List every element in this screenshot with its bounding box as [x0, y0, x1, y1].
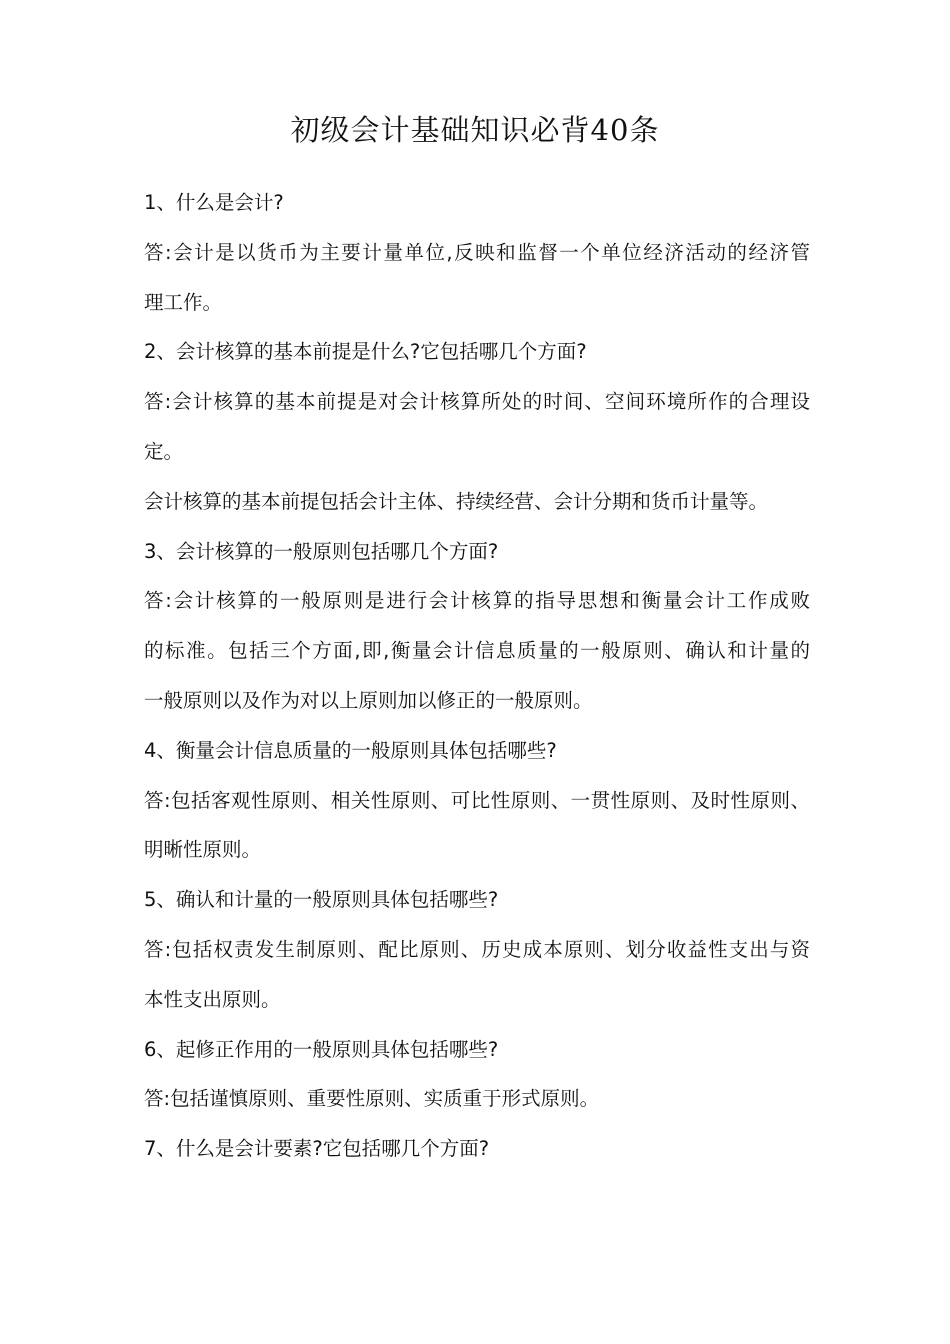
answer-line: 答:包括客观性原则、相关性原则、可比性原则、一贯性原则、及时性原则、	[144, 788, 810, 812]
answer-line: 理工作。	[144, 290, 223, 314]
question-line: 3、会计核算的一般原则包括哪几个方面?	[144, 539, 499, 563]
answer-line: 会计核算的基本前提包括会计主体、持续经营、会计分期和货币计量等。	[144, 489, 769, 513]
answer-line: 答:包括权责发生制原则、配比原则、历史成本原则、划分收益性支出与资	[144, 937, 810, 961]
answer-line: 答:会计核算的基本前提是对会计核算所处的时间、空间环境所作的合理设	[144, 390, 810, 414]
answer-line: 明晰性原则。	[144, 838, 262, 862]
question-line: 5、确认和计量的一般原则具体包括哪些?	[144, 888, 499, 912]
question-line: 7、什么是会计要素?它包括哪几个方面?	[144, 1137, 490, 1161]
answer-line: 答:包括谨慎原则、重要性原则、实质重于形式原则。	[144, 1087, 600, 1111]
answer-line: 一般原则以及作为对以上原则加以修正的一般原则。	[144, 688, 593, 712]
question-line: 1、什么是会计?	[144, 191, 284, 214]
answer-line: 答:会计核算的一般原则是进行会计核算的指导思想和衡量会计工作成败	[144, 589, 810, 613]
question-line: 6、起修正作用的一般原则具体包括哪些?	[144, 1037, 499, 1061]
question-line: 4、衡量会计信息质量的一般原则具体包括哪些?	[144, 738, 557, 762]
question-line: 2、会计核算的基本前提是什么?它包括哪几个方面?	[144, 340, 587, 364]
answer-line: 的标准。包括三个方面,即,衡量会计信息质量的一般原则、确认和计量的	[144, 639, 810, 663]
document-title: 初级会计基础知识必背40条	[290, 113, 660, 147]
document-body	[144, 178, 810, 1174]
answer-line: 答:会计是以货币为主要计量单位,反映和监督一个单位经济活动的经济管	[144, 240, 810, 264]
answer-line: 本性支出原则。	[144, 987, 281, 1011]
answer-line: 定。	[144, 439, 184, 463]
